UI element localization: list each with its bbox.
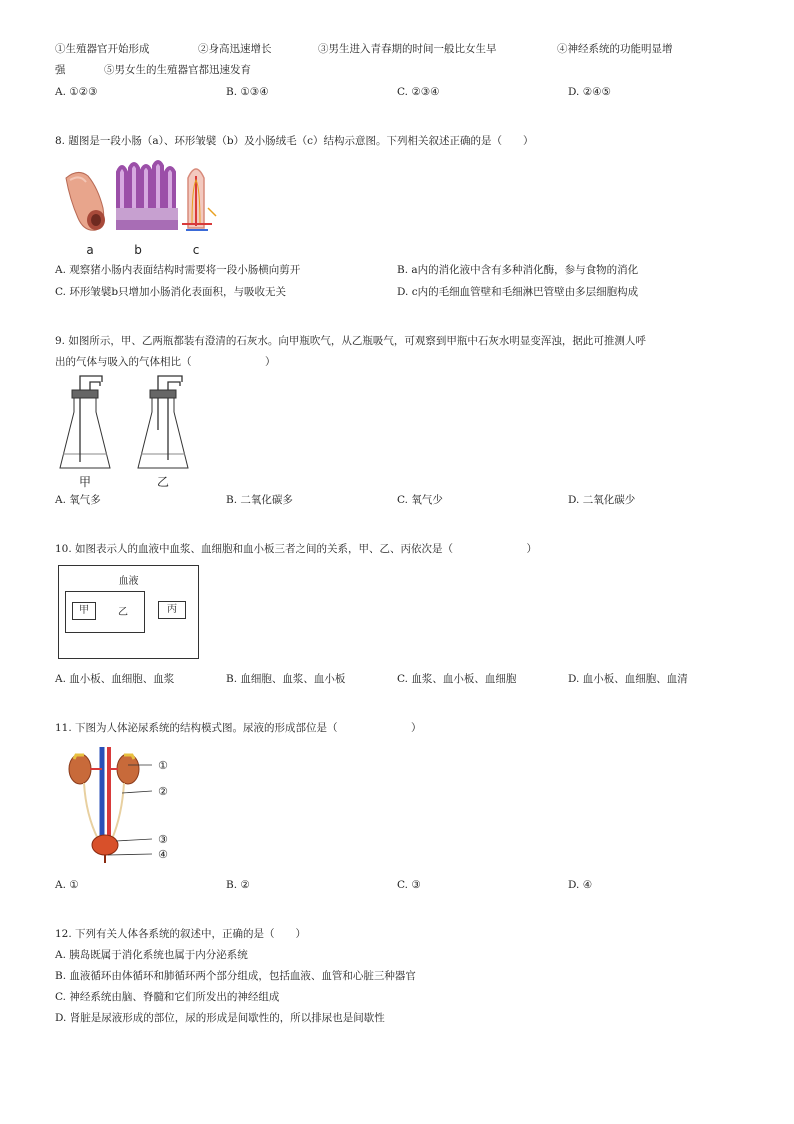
flask-jia [60, 376, 110, 468]
urinary-label-4: ④ [158, 848, 168, 861]
q9-option-a: A. 氧气多 [55, 494, 101, 506]
q12-option-c: C. 神经系统由脑、脊髓和它们所发出的神经组成 [55, 991, 280, 1003]
q9-stem-line-1: 9. 如图所示，甲、乙两瓶都装有澄清的石灰水。向甲瓶吹气，从乙瓶吸气，可观察到甲瓶中石灰水明显变浑浊，据此可推测人呼 [55, 335, 646, 347]
q7-item-1: ①生殖器官开始形成 [55, 43, 150, 55]
q7-item-4: ④神经系统的功能明显增 [557, 43, 673, 55]
q8-option-b: B. a内的消化液中含有多种消化酶，参与食物的消化 [397, 264, 639, 276]
urinary-system-image [69, 747, 139, 863]
q12-option-d: D. 肾脏是尿液形成的部位，尿的形成是间歇性的，所以排尿也是间歇性 [55, 1012, 385, 1024]
q9-option-d: D. 二氧化碳少 [568, 494, 636, 506]
urinary-label-1: ① [158, 759, 168, 772]
fig-label-b: b [134, 243, 142, 257]
flask-label-yi: 乙 [156, 475, 170, 489]
q8-option-a: A. 观察猪小肠内表面结构时需要将一段小肠横向剪开 [55, 264, 301, 276]
q11-option-c: C. ③ [397, 879, 421, 891]
q7-option-d: D. ②④⑤ [568, 86, 611, 98]
q12-option-b: B. 血液循环由体循环和肺循环两个部分组成，包括血液、血管和心脏三种器官 [55, 970, 416, 982]
intestine-segment-image [66, 172, 105, 230]
q12-option-a: A. 胰岛既属于消化系统也属于内分泌系统 [55, 949, 248, 961]
q7-option-b: B. ①③④ [226, 86, 269, 98]
q11-option-d: D. ④ [568, 879, 593, 891]
q9-stem-line-2: 出的气体与吸入的气体相比（ ） [55, 356, 276, 368]
q8-stem: 8. 题图是一段小肠（a）、环形皱襞（b）及小肠绒毛（c）结构示意图。下列相关叙述正确的是（ ） [55, 135, 534, 147]
box-bing: 丙 [158, 601, 186, 619]
q11-option-b: B. ② [226, 879, 250, 891]
urinary-system-figure [62, 745, 172, 867]
fig-label-a: a [86, 243, 94, 257]
q7-item-5: ⑤男女生的生殖器官都迅速发育 [104, 64, 251, 76]
q7-option-a: A. ①②③ [55, 86, 98, 98]
q9-option-c: C. 氧气少 [397, 494, 443, 506]
q7-option-c: C. ②③④ [397, 86, 440, 98]
intestine-figure [58, 158, 238, 258]
q9-option-b: B. 二氧化碳多 [226, 494, 293, 506]
label-yi: 乙 [118, 607, 128, 618]
q10-option-b: B. 血细胞、血浆、血小板 [226, 673, 346, 685]
q11-stem: 11. 下图为人体泌尿系统的结构模式图。尿液的形成部位是（ ） [55, 722, 422, 734]
blood-cells-box [65, 591, 145, 633]
q12-stem: 12. 下列有关人体各系统的叙述中，正确的是（ ） [55, 928, 307, 940]
q10-option-a: A. 血小板、血细胞、血浆 [55, 673, 175, 685]
q8-option-d: D. c内的毛细血管壁和毛细淋巴管壁由多层细胞构成 [397, 286, 639, 298]
q11-option-a: A. ① [55, 879, 79, 891]
urinary-label-2: ② [158, 785, 168, 798]
blood-diagram [58, 565, 199, 659]
q7-item-2: ②身高迅速增长 [198, 43, 272, 55]
q7-item-4-cont: 强 [55, 64, 66, 76]
villus-image [182, 169, 216, 230]
box-jia: 甲 [72, 602, 96, 620]
q7-item-3: ③男生进入青春期的时间一般比女生早 [318, 43, 497, 55]
blood-diagram-title: 血液 [118, 576, 139, 587]
q10-stem: 10. 如图表示人的血液中血浆、血细胞和血小板三者之间的关系，甲、乙、丙依次是（ ） [55, 543, 538, 555]
fig-label-c: c [192, 243, 200, 257]
q10-option-d: D. 血小板、血细胞、血清 [568, 673, 688, 685]
flask-figure [52, 372, 202, 490]
urinary-label-3: ③ [158, 833, 168, 846]
q10-option-c: C. 血浆、血小板、血细胞 [397, 673, 517, 685]
circular-folds-image [116, 162, 178, 230]
q8-option-c: C. 环形皱襞b只增加小肠消化表面积，与吸收无关 [55, 286, 287, 298]
flask-yi [138, 376, 188, 468]
flask-label-jia: 甲 [78, 475, 92, 489]
